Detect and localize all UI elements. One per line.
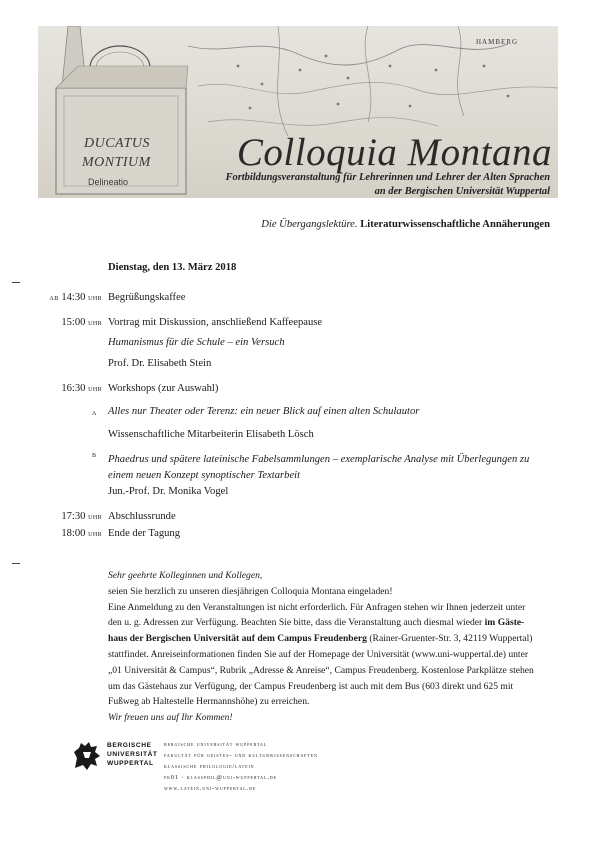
- workshop-letter-a: a: [92, 408, 97, 417]
- theme-line: [261, 219, 550, 230]
- workshop-b-title-line1: Phaedrus und spätere lateinische Fabelsammlungen – exemplarische Analyse mit Überlegungen zu: [108, 454, 530, 465]
- lecture-speaker: Prof. Dr. Elisabeth Stein: [108, 358, 212, 369]
- letter-line: seien Sie herzlich zu unseren diesjährigen Colloquia Montana eingeladen!: [108, 585, 393, 597]
- margin-mark: [12, 563, 20, 564]
- program-item-welcome: Begrüßungskaffee: [108, 292, 186, 303]
- time-1800: 18:00 uhr: [61, 528, 102, 539]
- header-subtitle-line2: an der Bergischen Universität Wuppertal: [374, 186, 550, 197]
- program-item-workshops: Workshops (zur Auswahl): [108, 383, 219, 394]
- university-lion-logo-icon: [71, 740, 103, 772]
- map-label-delineatio: Delineatio: [88, 177, 129, 187]
- letter-line: stattfindet. Anreiseinformationen finden Sie auf der Homepage der Universität (www.uni-wuppertal.de) unter: [108, 648, 529, 660]
- logo-text-line3: WUPPERTAL: [107, 760, 154, 767]
- lecture-title: Humanismus für die Schule – ein Versuch: [108, 337, 285, 348]
- program-item-lecture: Vortrag mit Diskussion, anschließend Kaffeepause: [108, 317, 323, 328]
- footer-website-link[interactable]: www.latein.uni-wuppertal.de: [164, 785, 257, 792]
- footer-email[interactable]: fk01 · klassphil@uni-wuppertal.de: [164, 774, 277, 781]
- workshop-a-title: Alles nur Theater oder Terenz: ein neuer Blick auf einen alten Schulautor: [108, 406, 420, 417]
- letter-salutation: Sehr geehrte Kolleginnen und Kollegen,: [108, 570, 263, 581]
- program-date: Dienstag, den 13. März 2018: [108, 262, 237, 273]
- letter-line: den u. g. Adressen zur Verfügung. Beachten Sie bitte, dass die Veranstaltung auch diesmal wieder im Gäste-: [108, 617, 525, 629]
- program-item-closing-round: Abschlussrunde: [108, 511, 176, 522]
- time-1730: 17:30 uhr: [61, 511, 102, 522]
- footer-line1: bergische universität wuppertal: [164, 741, 268, 748]
- workshop-letter-b: b: [92, 450, 97, 459]
- workshop-a-speaker: Wissenschaftliche Mitarbeiterin Elisabeth Lösch: [108, 429, 314, 440]
- invitation-letter: [108, 568, 555, 726]
- footer-line2: fakultät für geistes- und kulturwissenschaften: [164, 752, 318, 759]
- map-label-montium: MONTIUM: [82, 155, 151, 170]
- logo-text-line2: UNIVERSITÄT: [107, 751, 158, 758]
- header-subtitle-line1: Fortbildungsveranstaltung für Lehrerinnen und Lehrer der Alten Sprachen: [225, 172, 550, 183]
- map-label-hamberg: HAMBERG: [476, 38, 519, 46]
- letter-line: haus der Bergischen Universität auf dem Campus Freudenberg (Rainer-Gruenter-Str. 3, 42119 Wuppertal): [108, 633, 533, 645]
- letter-line: Fußweg ab Haltestelle Hermannshöhe) zu erreichen.: [108, 696, 310, 708]
- letter-line: Eine Anmeldung zu den Veranstaltungen ist nicht erforderlich. Für Anfragen stehen wir Ihnen jederzeit unter: [108, 601, 526, 613]
- program-item-end: Ende der Tagung: [108, 528, 181, 539]
- workshop-b-speaker: Jun.-Prof. Dr. Monika Vogel: [108, 486, 229, 497]
- logo-text-line1: BERGISCHE: [107, 742, 152, 749]
- time-1430: ab 14:30 uhr: [49, 292, 102, 303]
- letter-closing: Wir freuen uns auf Ihr Kommen!: [108, 712, 233, 724]
- page-title: Colloquia Montana: [236, 131, 552, 174]
- letter-line: „01 Universität & Campus“, Rubrik „Adresse & Anreise“, Campus Freudenberg. Kostenlose Parkplätze stehen: [108, 664, 534, 676]
- time-1630: 16:30 uhr: [61, 383, 102, 394]
- map-label-ducatus: DUCATUS: [84, 136, 150, 151]
- letter-line: um das Gästehaus zur Verfügung, der Campus Freudenberg ist auch mit dem Bus (603 direkt und 625 mit: [108, 680, 514, 692]
- header-banner: [38, 26, 558, 198]
- time-1500: 15:00 uhr: [61, 317, 102, 328]
- footer-line3: klassische philologie/latein: [164, 763, 255, 770]
- theme-bold: Literaturwissenschaftliche Annäherungen: [360, 219, 550, 230]
- workshop-b-title-line2: einem neuen Konzept synoptischer Textarbeit: [108, 470, 301, 481]
- margin-mark: [12, 282, 20, 283]
- theme-italic: Die Übergangslektüre.: [261, 219, 358, 230]
